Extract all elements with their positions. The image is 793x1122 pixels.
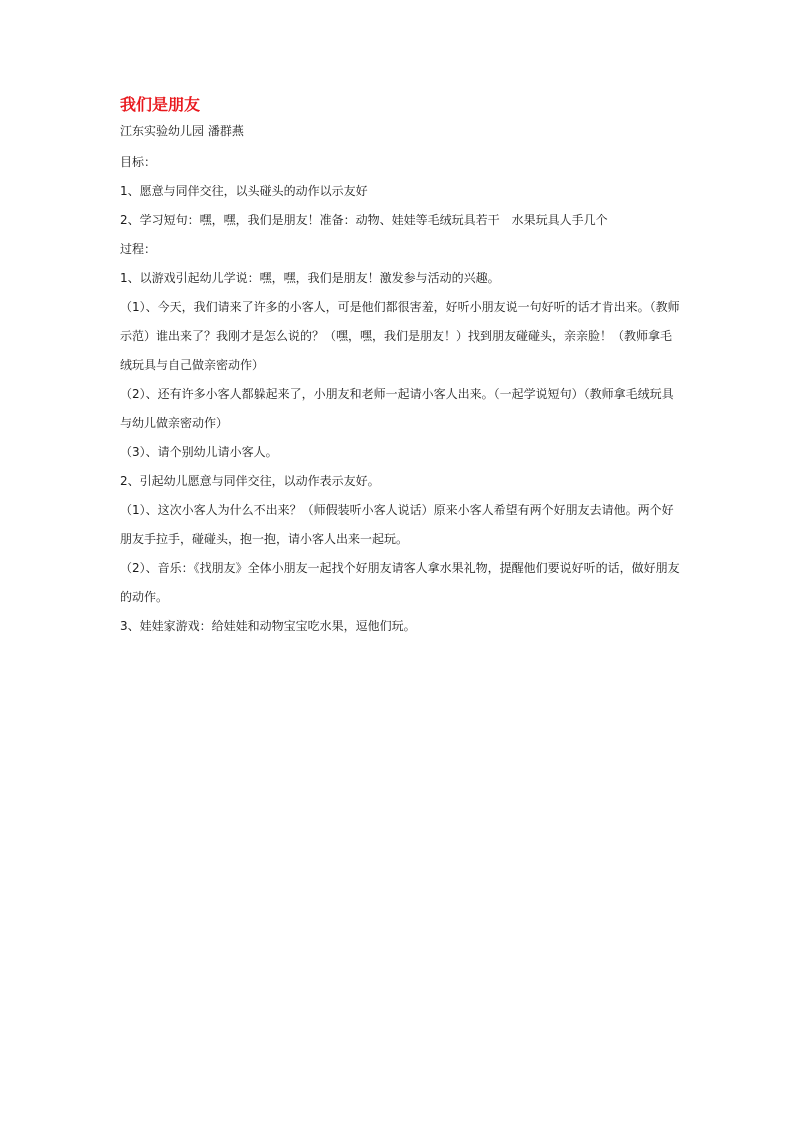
- paragraph-goal-heading: 目标：: [120, 155, 157, 169]
- document-author: 江东实验幼儿园 潘群燕: [120, 124, 244, 138]
- paragraph-step-2: 2、引起幼儿愿意与同伴交往，以动作表示友好。: [120, 474, 380, 488]
- paragraph-goal-1: 1、愿意与同伴交往，以头碰头的动作以示友好: [120, 184, 368, 198]
- paragraph-step-1-1: （1）、今天，我们请来了许多的小客人，可是他们都很害羞，好听小朋友说一句好听的话才肯出来。（教师示范）谁出来了？我刚才是怎么说的？（嘿，嘿，我们是朋友！）找到朋友碰碰头，亲亲脸！（教师拿毛绒玩具与自己做亲密动作）: [120, 300, 680, 372]
- paragraph-step-3: 3、娃娃家游戏：给娃娃和动物宝宝吃水果，逗他们玩。: [120, 619, 416, 633]
- document-body: [120, 94, 680, 641]
- paragraph-step-2-1: （1）、这次小客人为什么不出来？（师假装听小客人说话）原来小客人希望有两个好朋友去请他。两个好朋友手拉手，碰碰头，抱一抱，请小客人出来一起玩。: [120, 503, 674, 546]
- paragraph-step-2-2: （2）、音乐：《找朋友》全体小朋友一起找个好朋友请客人拿水果礼物，提醒他们要说好听的话，做好朋友的动作。: [120, 561, 680, 604]
- paragraph-step-1-2: （2）、还有许多小客人都躲起来了，小朋友和老师一起请小客人出来。（一起学说短句）（教师拿毛绒玩具与幼儿做亲密动作）: [120, 387, 674, 430]
- paragraph-process-heading: 过程：: [120, 242, 157, 256]
- paragraph-step-1-3: （3）、请个别幼儿请小客人。: [120, 445, 278, 459]
- paragraph-step-1: 1、以游戏引起幼儿学说：嘿，嘿，我们是朋友！激发参与活动的兴趣。: [120, 271, 500, 285]
- document-title: 我们是朋友: [120, 95, 201, 114]
- paragraph-goal-2: 2、学习短句：嘿，嘿，我们是朋友！准备：动物、娃娃等毛绒玩具若干 水果玩具人手几个: [120, 213, 608, 227]
